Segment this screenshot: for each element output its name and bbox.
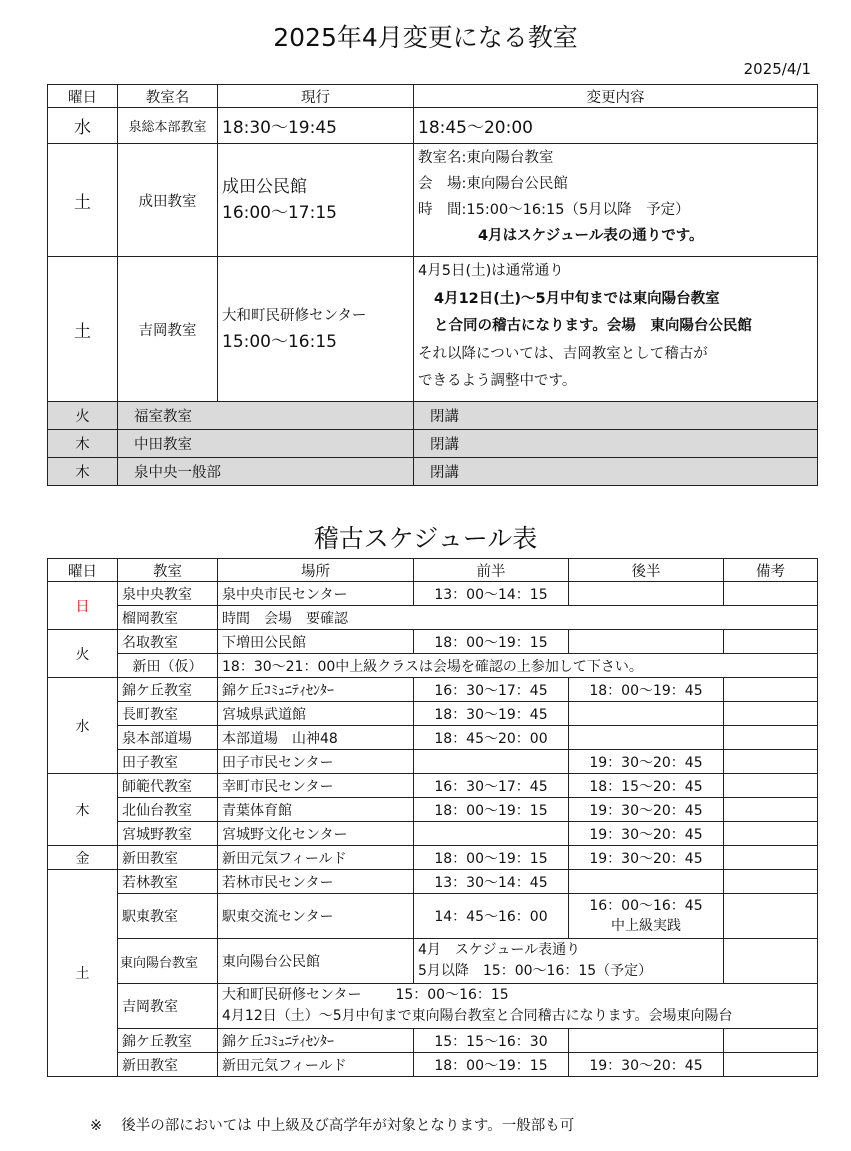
place-cell: 時間 会場 要確認 — [218, 606, 818, 630]
table-header-row — [48, 85, 818, 108]
class-cell: 榴岡教室 — [118, 606, 218, 630]
place-cell: 新田元気フィールド — [218, 1053, 414, 1077]
current-line: 16:00〜17:15 — [222, 203, 337, 223]
date: 2025/4/1 — [743, 60, 811, 78]
header-class: 教室 — [118, 559, 218, 582]
remarks-cell — [724, 822, 818, 846]
day-cell: 水 — [48, 678, 118, 774]
second-cell — [569, 726, 724, 750]
remarks-cell — [724, 702, 818, 726]
change-line: と合同の稽古になります。会場 東向陽台公民館 — [434, 318, 752, 334]
day-cell: 火 — [48, 630, 118, 678]
day-cell: 木 — [48, 458, 118, 486]
table-row — [48, 774, 818, 798]
day-cell: 金 — [48, 846, 118, 870]
first-cell: 16：30〜17：45 — [414, 678, 569, 702]
second-cell: 19：30〜20：45 — [569, 798, 724, 822]
remarks-cell — [724, 750, 818, 774]
current-line: 15:00〜16:15 — [222, 332, 337, 352]
change-line: 時 間:15:00〜16:15（5月以降 予定） — [418, 202, 690, 218]
place-cell: 新田元気フィールド — [218, 846, 414, 870]
header-day: 曜日 — [48, 85, 118, 108]
remarks-cell — [724, 1053, 818, 1077]
place-cell: 田子市民センター — [218, 750, 414, 774]
merged-line: 5月以降 15：00〜16：15（予定） — [418, 963, 653, 979]
place-cell: 幸町市民センター — [218, 774, 414, 798]
table-row — [48, 630, 818, 654]
class-cell: 田子教室 — [118, 750, 218, 774]
first-cell: 18：30〜19：45 — [414, 702, 569, 726]
name-cell: 泉総本部教室 — [118, 108, 218, 144]
remarks-cell — [724, 894, 818, 939]
first-cell: 13：00〜14：15 — [414, 582, 569, 606]
place-text: 大和町民研修センター — [222, 987, 362, 1003]
table-row — [48, 144, 818, 257]
class-cell: 若林教室 — [118, 870, 218, 894]
class-cell: 吉岡教室 — [118, 984, 218, 1029]
schedule-title: 稽古スケジュール表 — [313, 524, 538, 553]
place-cell: 青葉体育館 — [218, 798, 414, 822]
name-cell: 成田教室 — [118, 144, 218, 257]
remarks-cell — [724, 582, 818, 606]
second-cell — [569, 630, 724, 654]
class-cell: 新田教室 — [118, 846, 218, 870]
merged-cell — [414, 939, 724, 984]
place-cell: 泉中央市民センター — [218, 582, 414, 606]
class-cell: 名取教室 — [118, 630, 218, 654]
change-line: 4月12日(土)〜5月中旬までは東向陽台教室 — [434, 290, 720, 307]
first-cell: 16：30〜17：45 — [414, 774, 569, 798]
remarks-cell — [724, 726, 818, 750]
class-cell: 宮城野教室 — [118, 822, 218, 846]
place-cell: 本部道場 山神48 — [218, 726, 414, 750]
table-row — [48, 702, 818, 726]
change-cell: 閉講 — [414, 402, 818, 430]
place-line — [222, 985, 813, 1006]
place-cell: 18：30〜21：00中上級クラスは会場を確認の上参加して下さい。 — [218, 654, 818, 678]
second-line: 中上級実践 — [611, 918, 681, 934]
place-cell: 東向陽台公民館 — [218, 939, 414, 984]
header-remarks: 備考 — [724, 559, 818, 582]
day-cell: 火 — [48, 402, 118, 430]
remarks-cell — [724, 678, 818, 702]
class-cell: 駅東教室 — [118, 894, 218, 939]
first-cell: 18：00〜19：15 — [414, 798, 569, 822]
table-row — [48, 582, 818, 606]
table-row — [48, 726, 818, 750]
remarks-cell — [724, 870, 818, 894]
table-row — [48, 894, 818, 939]
remarks-cell — [724, 798, 818, 822]
class-cell: 泉本部道場 — [118, 726, 218, 750]
table-row — [48, 257, 818, 402]
day-cell: 土 — [48, 870, 118, 1077]
place-cell: 錦ケ丘ｺﾐｭﾆﾃｨｾﾝﾀｰ — [218, 678, 414, 702]
place-cell: 若林市民センター — [218, 870, 414, 894]
table-row — [48, 798, 818, 822]
current-line: 成田公民館 — [222, 177, 307, 197]
current-cell: 18:30〜19:45 — [218, 108, 414, 144]
table-row — [48, 606, 818, 630]
day-cell: 木 — [48, 774, 118, 846]
change-cell — [414, 144, 818, 257]
second-cell: 19：30〜20：45 — [569, 750, 724, 774]
header-current: 現行 — [218, 85, 414, 108]
day-cell: 土 — [48, 144, 118, 257]
table-row — [48, 1029, 818, 1053]
second-cell — [569, 582, 724, 606]
second-cell: 19：30〜20：45 — [569, 1053, 724, 1077]
second-cell — [569, 894, 724, 939]
class-cell: 長町教室 — [118, 702, 218, 726]
second-cell — [569, 1029, 724, 1053]
current-cell — [218, 257, 414, 402]
remarks-cell — [724, 939, 818, 984]
class-cell: 錦ケ丘教室 — [118, 678, 218, 702]
class-cell: 東向陽台教室 — [118, 939, 218, 984]
name-cell: 泉中央一般部 — [118, 458, 414, 486]
place-cell: 宮城野文化センター — [218, 822, 414, 846]
merged-line: 4月 スケジュール表通り — [418, 942, 581, 958]
name-cell: 福室教室 — [118, 402, 414, 430]
table-row — [48, 984, 818, 1029]
header-second: 後半 — [569, 559, 724, 582]
change-cell: 18:45〜20:00 — [414, 108, 818, 144]
change-cell — [414, 257, 818, 402]
place-cell: 錦ケ丘ｺﾐｭﾆﾃｨｾﾝﾀｰ — [218, 1029, 414, 1053]
second-line: 16：00〜16：45 — [589, 898, 703, 914]
table-row — [48, 750, 818, 774]
first-cell: 13：30〜14：45 — [414, 870, 569, 894]
table-row — [48, 846, 818, 870]
change-line: 教室名:東向陽台教室 — [418, 150, 554, 166]
change-line: できるよう調整中です。 — [418, 373, 577, 389]
place-cell — [218, 984, 818, 1029]
change-line: 会 場:東向陽台公民館 — [418, 176, 568, 192]
first-text: 15：00〜16：15 — [395, 987, 509, 1003]
table-row — [48, 939, 818, 984]
day-cell: 木 — [48, 430, 118, 458]
changes-table — [47, 84, 818, 486]
first-cell: 18：45〜20：00 — [414, 726, 569, 750]
change-cell: 閉講 — [414, 430, 818, 458]
class-cell: 新田教室 — [118, 1053, 218, 1077]
place-cell: 宮城県武道館 — [218, 702, 414, 726]
change-line: 4月5日(土)は通常通り — [418, 263, 564, 279]
class-cell: 新田（仮） — [118, 654, 218, 678]
place-cell: 下増田公民館 — [218, 630, 414, 654]
table-row — [48, 870, 818, 894]
day-cell: 日 — [48, 582, 118, 630]
table-row — [48, 108, 818, 144]
first-cell: 18：00〜19：15 — [414, 630, 569, 654]
second-cell: 19：30〜20：45 — [569, 846, 724, 870]
remarks-cell — [724, 630, 818, 654]
current-line: 大和町民研修センター — [222, 308, 367, 324]
table-row-closed — [48, 402, 818, 430]
second-cell — [569, 870, 724, 894]
remarks-cell — [724, 774, 818, 798]
first-cell: 14：45〜16：00 — [414, 894, 569, 939]
first-cell: 18：00〜19：15 — [414, 846, 569, 870]
name-cell: 中田教室 — [118, 430, 414, 458]
header-first: 前半 — [414, 559, 569, 582]
table-row — [48, 654, 818, 678]
table-row — [48, 678, 818, 702]
day-cell: 土 — [48, 257, 118, 402]
schedule-table — [47, 558, 818, 1077]
table-row — [48, 822, 818, 846]
class-cell: 北仙台教室 — [118, 798, 218, 822]
header-day: 曜日 — [48, 559, 118, 582]
class-cell: 錦ケ丘教室 — [118, 1029, 218, 1053]
table-header-row — [48, 559, 818, 582]
first-cell: 18：00〜19：15 — [414, 1053, 569, 1077]
table-row — [48, 1053, 818, 1077]
second-cell — [569, 702, 724, 726]
remarks-cell — [724, 846, 818, 870]
day-cell: 水 — [48, 108, 118, 144]
change-line: それ以降については、吉岡教室として稽古が — [418, 345, 708, 362]
header-place: 場所 — [218, 559, 414, 582]
name-cell: 吉岡教室 — [118, 257, 218, 402]
first-cell: 15：15〜16：30 — [414, 1029, 569, 1053]
second-cell: 18：00〜19：45 — [569, 678, 724, 702]
class-cell: 泉中央教室 — [118, 582, 218, 606]
table-row-closed — [48, 458, 818, 486]
header-name: 教室名 — [118, 85, 218, 108]
place-cell: 駅東交流センター — [218, 894, 414, 939]
remarks-cell — [724, 1029, 818, 1053]
page-title: 2025年4月変更になる教室 — [273, 23, 578, 52]
footnote: ※ 後半の部においては 中上級及び高学年が対象となります。一般部も可 — [90, 1118, 575, 1134]
class-cell: 師範代教室 — [118, 774, 218, 798]
change-cell: 閉講 — [414, 458, 818, 486]
second-cell: 18：15〜20：45 — [569, 774, 724, 798]
current-cell — [218, 144, 414, 257]
table-row-closed — [48, 430, 818, 458]
change-line: 4月はスケジュール表の通りです。 — [478, 228, 704, 244]
first-cell — [414, 750, 569, 774]
first-cell — [414, 822, 569, 846]
header-change: 変更内容 — [414, 85, 818, 108]
place-line: 4月12日（土）〜5月中旬まで東向陽台教室と合同稽古になります。会場東向陽台 — [222, 1008, 733, 1024]
second-cell: 19：30〜20：45 — [569, 822, 724, 846]
